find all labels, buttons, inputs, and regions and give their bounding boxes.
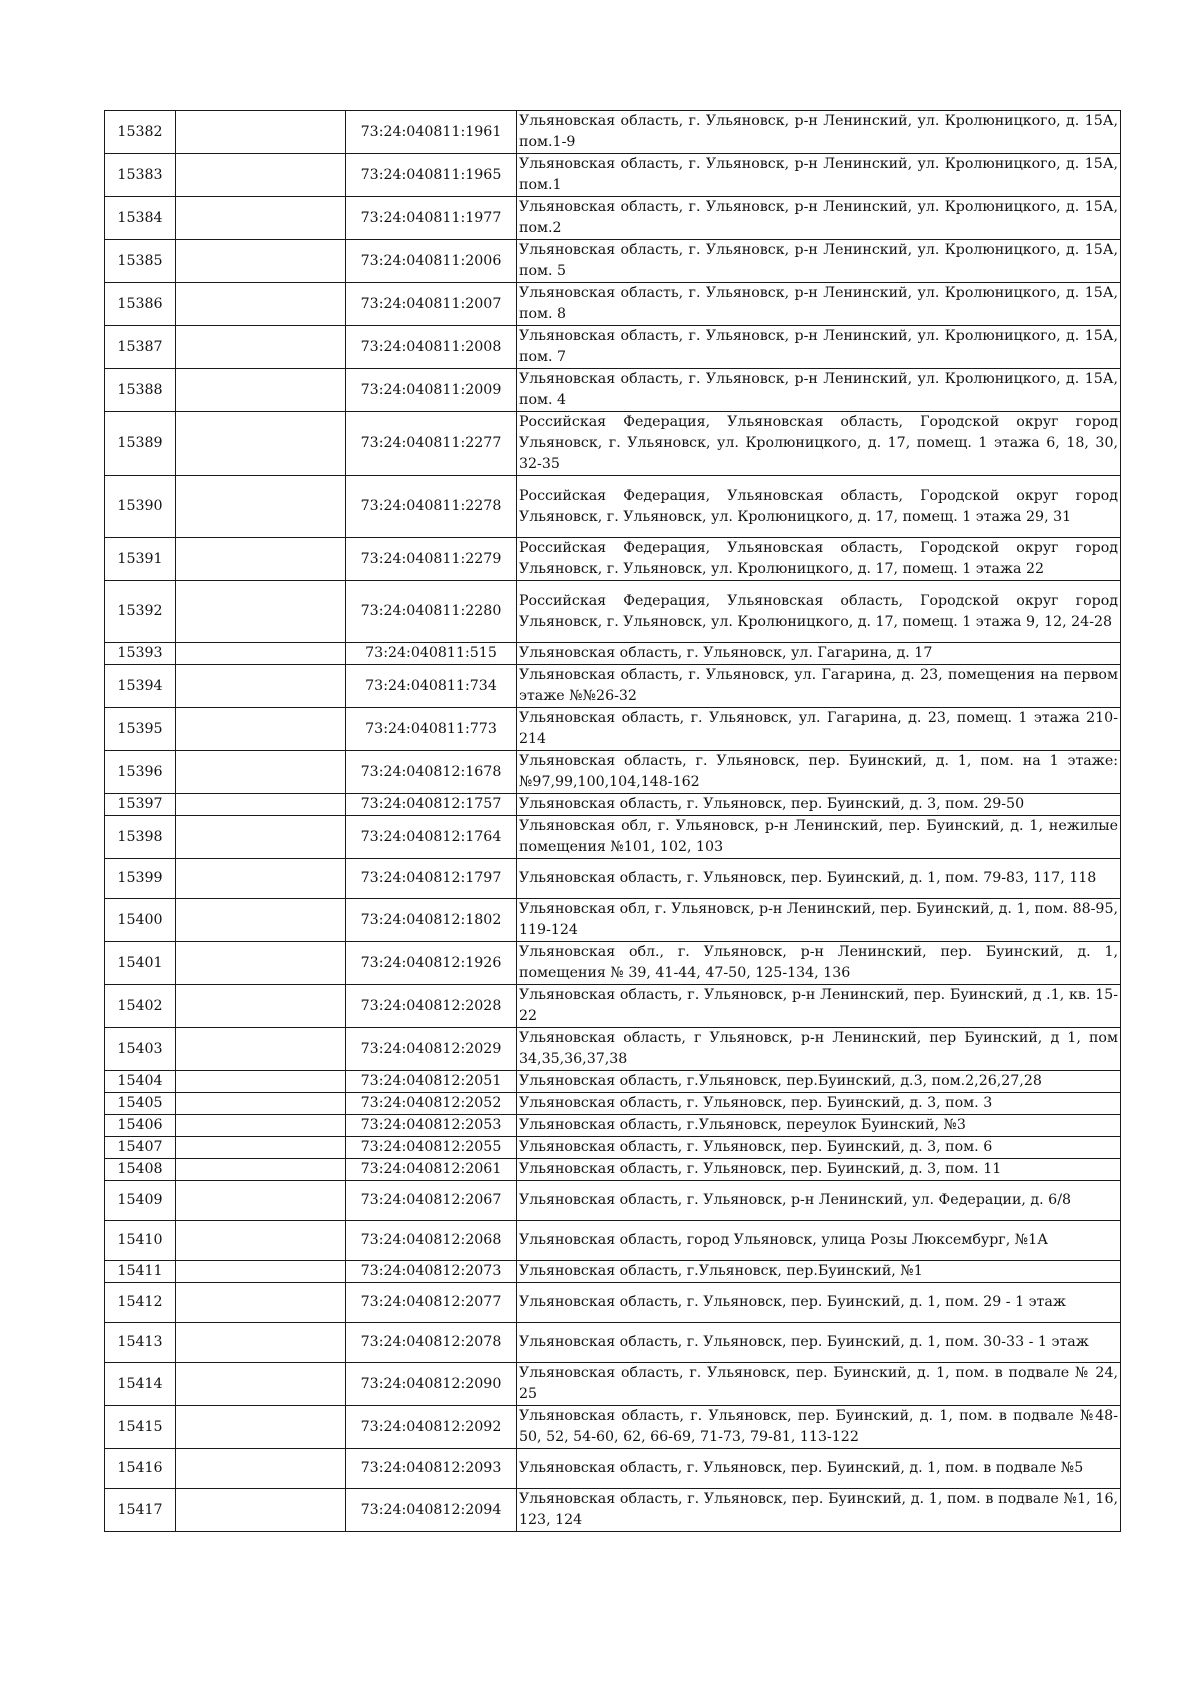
table-row	[105, 476, 1121, 538]
address-cell: Ульяновская область, г. Ульяновск, р-н Ленинский, ул. Кролюницкого, д. 15А, пом. 5	[517, 240, 1121, 283]
empty-cell	[176, 751, 346, 794]
empty-cell	[176, 942, 346, 985]
address-cell: Ульяновская область, г Ульяновск, р-н Ленинский, пер Буинский, д 1, пом 34,35,36,37,38	[517, 1028, 1121, 1071]
empty-cell	[176, 1181, 346, 1221]
table-row	[105, 1323, 1121, 1363]
empty-cell	[176, 643, 346, 665]
address-cell: Ульяновская область, г. Ульяновск, пер. Буинский, д. 1, пом. на 1 этаже: №97,99,100,104,148-162	[517, 751, 1121, 794]
empty-cell	[176, 1028, 346, 1071]
empty-cell	[176, 899, 346, 942]
empty-cell	[176, 1221, 346, 1261]
row-number-cell: 15387	[105, 326, 176, 369]
address-cell: Ульяновская область, г. Ульяновск, пер. Буинский, д. 1, пом. в подвале № 24, 25	[517, 1363, 1121, 1406]
empty-cell	[176, 985, 346, 1028]
cadastral-number-cell: 73:24:040812:2073	[346, 1261, 517, 1283]
cadastral-number-cell: 73:24:040812:1757	[346, 794, 517, 816]
row-number-cell: 15414	[105, 1363, 176, 1406]
empty-cell	[176, 859, 346, 899]
table-row	[105, 111, 1121, 154]
cadastral-number-cell: 73:24:040811:2279	[346, 538, 517, 581]
address-cell: Ульяновская область, г. Ульяновск, р-н Ленинский, ул. Федерации, д. 6/8	[517, 1181, 1121, 1221]
address-cell: Ульяновская область, г. Ульяновск, пер. Буинский, д. 3, пом. 11	[517, 1159, 1121, 1181]
empty-cell	[176, 1137, 346, 1159]
table-row	[105, 1093, 1121, 1115]
cadastral-number-cell: 73:24:040811:2278	[346, 476, 517, 538]
empty-cell	[176, 326, 346, 369]
address-cell: Ульяновская область, г. Ульяновск, пер. Буинский, д. 3, пом. 29-50	[517, 794, 1121, 816]
cadastral-number-cell: 73:24:040811:2280	[346, 581, 517, 643]
cadastral-number-cell: 73:24:040811:2277	[346, 412, 517, 476]
table-row	[105, 1261, 1121, 1283]
address-cell: Ульяновская область, г. Ульяновск, ул. Гагарина, д. 17	[517, 643, 1121, 665]
table-row	[105, 643, 1121, 665]
row-number-cell: 15393	[105, 643, 176, 665]
table-row	[105, 708, 1121, 751]
cadastral-number-cell: 73:24:040812:2094	[346, 1489, 517, 1532]
address-cell: Ульяновская область, г. Ульяновск, пер. Буинский, д. 3, пом. 3	[517, 1093, 1121, 1115]
row-number-cell: 15402	[105, 985, 176, 1028]
table-row	[105, 1283, 1121, 1323]
address-cell: Российская Федерация, Ульяновская область, Городской округ город Ульяновск, г. Ульяновск, ул. Кролюницкого, д. 17, помещ. 1 этажа 6, 18, 30, 32-35	[517, 412, 1121, 476]
row-number-cell: 15386	[105, 283, 176, 326]
empty-cell	[176, 154, 346, 197]
address-cell: Ульяновская область, г. Ульяновск, р-н Ленинский, ул. Кролюницкого, д. 15А, пом. 7	[517, 326, 1121, 369]
table-row	[105, 412, 1121, 476]
cadastral-number-cell: 73:24:040812:2092	[346, 1406, 517, 1449]
row-number-cell: 15396	[105, 751, 176, 794]
table-row	[105, 1449, 1121, 1489]
row-number-cell: 15409	[105, 1181, 176, 1221]
row-number-cell: 15410	[105, 1221, 176, 1261]
cadastral-number-cell: 73:24:040812:2053	[346, 1115, 517, 1137]
row-number-cell: 15384	[105, 197, 176, 240]
empty-cell	[176, 1115, 346, 1137]
table-row	[105, 1363, 1121, 1406]
row-number-cell: 15404	[105, 1071, 176, 1093]
cadastral-number-cell: 73:24:040812:2067	[346, 1181, 517, 1221]
cadastral-number-cell: 73:24:040812:2055	[346, 1137, 517, 1159]
empty-cell	[176, 794, 346, 816]
row-number-cell: 15382	[105, 111, 176, 154]
table-row	[105, 1159, 1121, 1181]
address-cell: Ульяновская область, г. Ульяновск, ул. Гагарина, д. 23, помещ. 1 этажа 210-214	[517, 708, 1121, 751]
empty-cell	[176, 412, 346, 476]
table-row	[105, 942, 1121, 985]
cadastral-number-cell: 73:24:040811:2007	[346, 283, 517, 326]
registry-table-body	[105, 111, 1121, 1532]
row-number-cell: 15405	[105, 1093, 176, 1115]
empty-cell	[176, 1283, 346, 1323]
cadastral-number-cell: 73:24:040811:734	[346, 665, 517, 708]
row-number-cell: 15388	[105, 369, 176, 412]
table-row	[105, 794, 1121, 816]
row-number-cell: 15416	[105, 1449, 176, 1489]
row-number-cell: 15401	[105, 942, 176, 985]
table-row	[105, 1406, 1121, 1449]
table-row	[105, 326, 1121, 369]
table-row	[105, 240, 1121, 283]
address-cell: Ульяновская область, г. Ульяновск, пер. Буинский, д. 1, пом. в подвале №5	[517, 1449, 1121, 1489]
empty-cell	[176, 581, 346, 643]
row-number-cell: 15400	[105, 899, 176, 942]
cadastral-number-cell: 73:24:040811:515	[346, 643, 517, 665]
address-cell: Ульяновская область, г. Ульяновск, пер. Буинский, д. 1, пом. в подвале №1, 16, 123, 124	[517, 1489, 1121, 1532]
address-cell: Ульяновская обл, г. Ульяновск, р-н Ленинский, пер. Буинский, д. 1, нежилые помещения №101, 102, 103	[517, 816, 1121, 859]
cadastral-number-cell: 73:24:040811:2008	[346, 326, 517, 369]
empty-cell	[176, 240, 346, 283]
table-row	[105, 859, 1121, 899]
table-row	[105, 1181, 1121, 1221]
empty-cell	[176, 111, 346, 154]
empty-cell	[176, 283, 346, 326]
address-cell: Ульяновская область, г.Ульяновск, пер.Буинский, №1	[517, 1261, 1121, 1283]
address-cell: Ульяновская область, г. Ульяновск, р-н Ленинский, ул. Кролюницкого, д. 15А, пом. 8	[517, 283, 1121, 326]
address-cell: Ульяновская область, город Ульяновск, улица Розы Люксембург, №1А	[517, 1221, 1121, 1261]
empty-cell	[176, 1261, 346, 1283]
address-cell: Российская Федерация, Ульяновская область, Городской округ город Ульяновск, г. Ульяновск, ул. Кролюницкого, д. 17, помещ. 1 этажа 22	[517, 538, 1121, 581]
table-row	[105, 1115, 1121, 1137]
cadastral-number-cell: 73:24:040811:1961	[346, 111, 517, 154]
property-registry-table	[104, 110, 1121, 1532]
cadastral-number-cell: 73:24:040811:1977	[346, 197, 517, 240]
empty-cell	[176, 708, 346, 751]
row-number-cell: 15413	[105, 1323, 176, 1363]
address-cell: Ульяновская область, г.Ульяновск, переулок Буинский, №3	[517, 1115, 1121, 1137]
row-number-cell: 15390	[105, 476, 176, 538]
table-row	[105, 816, 1121, 859]
empty-cell	[176, 1363, 346, 1406]
address-cell: Российская Федерация, Ульяновская область, Городской округ город Ульяновск, г. Ульяновск, ул. Кролюницкого, д. 17, помещ. 1 этажа 29, 31	[517, 476, 1121, 538]
cadastral-number-cell: 73:24:040811:2009	[346, 369, 517, 412]
row-number-cell: 15417	[105, 1489, 176, 1532]
cadastral-number-cell: 73:24:040812:2028	[346, 985, 517, 1028]
address-cell: Российская Федерация, Ульяновская область, Городской округ город Ульяновск, г. Ульяновск, ул. Кролюницкого, д. 17, помещ. 1 этажа 9, 12, 24-28	[517, 581, 1121, 643]
address-cell: Ульяновская область, г.Ульяновск, пер.Буинский, д.3, пом.2,26,27,28	[517, 1071, 1121, 1093]
cadastral-number-cell: 73:24:040812:1802	[346, 899, 517, 942]
table-row	[105, 1137, 1121, 1159]
table-row	[105, 1028, 1121, 1071]
cadastral-number-cell: 73:24:040812:2090	[346, 1363, 517, 1406]
row-number-cell: 15399	[105, 859, 176, 899]
address-cell: Ульяновская область, г. Ульяновск, р-н Ленинский, пер. Буинский, д .1, кв. 15-22	[517, 985, 1121, 1028]
table-row	[105, 985, 1121, 1028]
table-row	[105, 665, 1121, 708]
table-row	[105, 899, 1121, 942]
cadastral-number-cell: 73:24:040812:1926	[346, 942, 517, 985]
empty-cell	[176, 1093, 346, 1115]
address-cell: Ульяновская область, г. Ульяновск, пер. Буинский, д. 3, пом. 6	[517, 1137, 1121, 1159]
cadastral-number-cell: 73:24:040812:2093	[346, 1449, 517, 1489]
address-cell: Ульяновская обл., г. Ульяновск, р-н Ленинский, пер. Буинский, д. 1, помещения № 39, 41-44, 47-50, 125-134, 136	[517, 942, 1121, 985]
row-number-cell: 15395	[105, 708, 176, 751]
cadastral-number-cell: 73:24:040811:2006	[346, 240, 517, 283]
cadastral-number-cell: 73:24:040811:1965	[346, 154, 517, 197]
address-cell: Ульяновская область, г. Ульяновск, р-н Ленинский, ул. Кролюницкого, д. 15А, пом.1-9	[517, 111, 1121, 154]
address-cell: Ульяновская область, г. Ульяновск, пер. Буинский, д. 1, пом. 29 - 1 этаж	[517, 1283, 1121, 1323]
empty-cell	[176, 197, 346, 240]
row-number-cell: 15394	[105, 665, 176, 708]
row-number-cell: 15389	[105, 412, 176, 476]
empty-cell	[176, 1489, 346, 1532]
table-row	[105, 1071, 1121, 1093]
table-row	[105, 283, 1121, 326]
empty-cell	[176, 1449, 346, 1489]
row-number-cell: 15407	[105, 1137, 176, 1159]
empty-cell	[176, 1323, 346, 1363]
row-number-cell: 15398	[105, 816, 176, 859]
address-cell: Ульяновская область, г. Ульяновск, ул. Гагарина, д. 23, помещения на первом этаже №№26-32	[517, 665, 1121, 708]
row-number-cell: 15406	[105, 1115, 176, 1137]
cadastral-number-cell: 73:24:040812:2051	[346, 1071, 517, 1093]
row-number-cell: 15411	[105, 1261, 176, 1283]
row-number-cell: 15408	[105, 1159, 176, 1181]
row-number-cell: 15403	[105, 1028, 176, 1071]
cadastral-number-cell: 73:24:040812:2077	[346, 1283, 517, 1323]
address-cell: Ульяновская область, г. Ульяновск, пер. Буинский, д. 1, пом. 30-33 - 1 этаж	[517, 1323, 1121, 1363]
empty-cell	[176, 816, 346, 859]
row-number-cell: 15383	[105, 154, 176, 197]
table-row	[105, 581, 1121, 643]
row-number-cell: 15385	[105, 240, 176, 283]
empty-cell	[176, 1406, 346, 1449]
row-number-cell: 15391	[105, 538, 176, 581]
cadastral-number-cell: 73:24:040812:2052	[346, 1093, 517, 1115]
empty-cell	[176, 369, 346, 412]
table-row	[105, 197, 1121, 240]
table-row	[105, 154, 1121, 197]
table-row	[105, 1489, 1121, 1532]
address-cell: Ульяновская область, г. Ульяновск, пер. Буинский, д. 1, пом. в подвале №48-50, 52, 54-60, 62, 66-69, 71-73, 79-81, 113-122	[517, 1406, 1121, 1449]
address-cell: Ульяновская область, г. Ульяновск, пер. Буинский, д. 1, пом. 79-83, 117, 118	[517, 859, 1121, 899]
empty-cell	[176, 1159, 346, 1181]
table-row	[105, 751, 1121, 794]
address-cell: Ульяновская область, г. Ульяновск, р-н Ленинский, ул. Кролюницкого, д. 15А, пом.2	[517, 197, 1121, 240]
cadastral-number-cell: 73:24:040811:773	[346, 708, 517, 751]
empty-cell	[176, 538, 346, 581]
row-number-cell: 15397	[105, 794, 176, 816]
row-number-cell: 15392	[105, 581, 176, 643]
address-cell: Ульяновская область, г. Ульяновск, р-н Ленинский, ул. Кролюницкого, д. 15А, пом.1	[517, 154, 1121, 197]
cadastral-number-cell: 73:24:040812:1797	[346, 859, 517, 899]
cadastral-number-cell: 73:24:040812:1678	[346, 751, 517, 794]
cadastral-number-cell: 73:24:040812:2029	[346, 1028, 517, 1071]
table-row	[105, 1221, 1121, 1261]
address-cell: Ульяновская обл, г. Ульяновск, р-н Ленинский, пер. Буинский, д. 1, пом. 88-95, 119-124	[517, 899, 1121, 942]
row-number-cell: 15412	[105, 1283, 176, 1323]
table-row	[105, 369, 1121, 412]
address-cell: Ульяновская область, г. Ульяновск, р-н Ленинский, ул. Кролюницкого, д. 15А, пом. 4	[517, 369, 1121, 412]
table-row	[105, 538, 1121, 581]
row-number-cell: 15415	[105, 1406, 176, 1449]
empty-cell	[176, 665, 346, 708]
empty-cell	[176, 476, 346, 538]
cadastral-number-cell: 73:24:040812:2078	[346, 1323, 517, 1363]
empty-cell	[176, 1071, 346, 1093]
cadastral-number-cell: 73:24:040812:2068	[346, 1221, 517, 1261]
cadastral-number-cell: 73:24:040812:1764	[346, 816, 517, 859]
cadastral-number-cell: 73:24:040812:2061	[346, 1159, 517, 1181]
